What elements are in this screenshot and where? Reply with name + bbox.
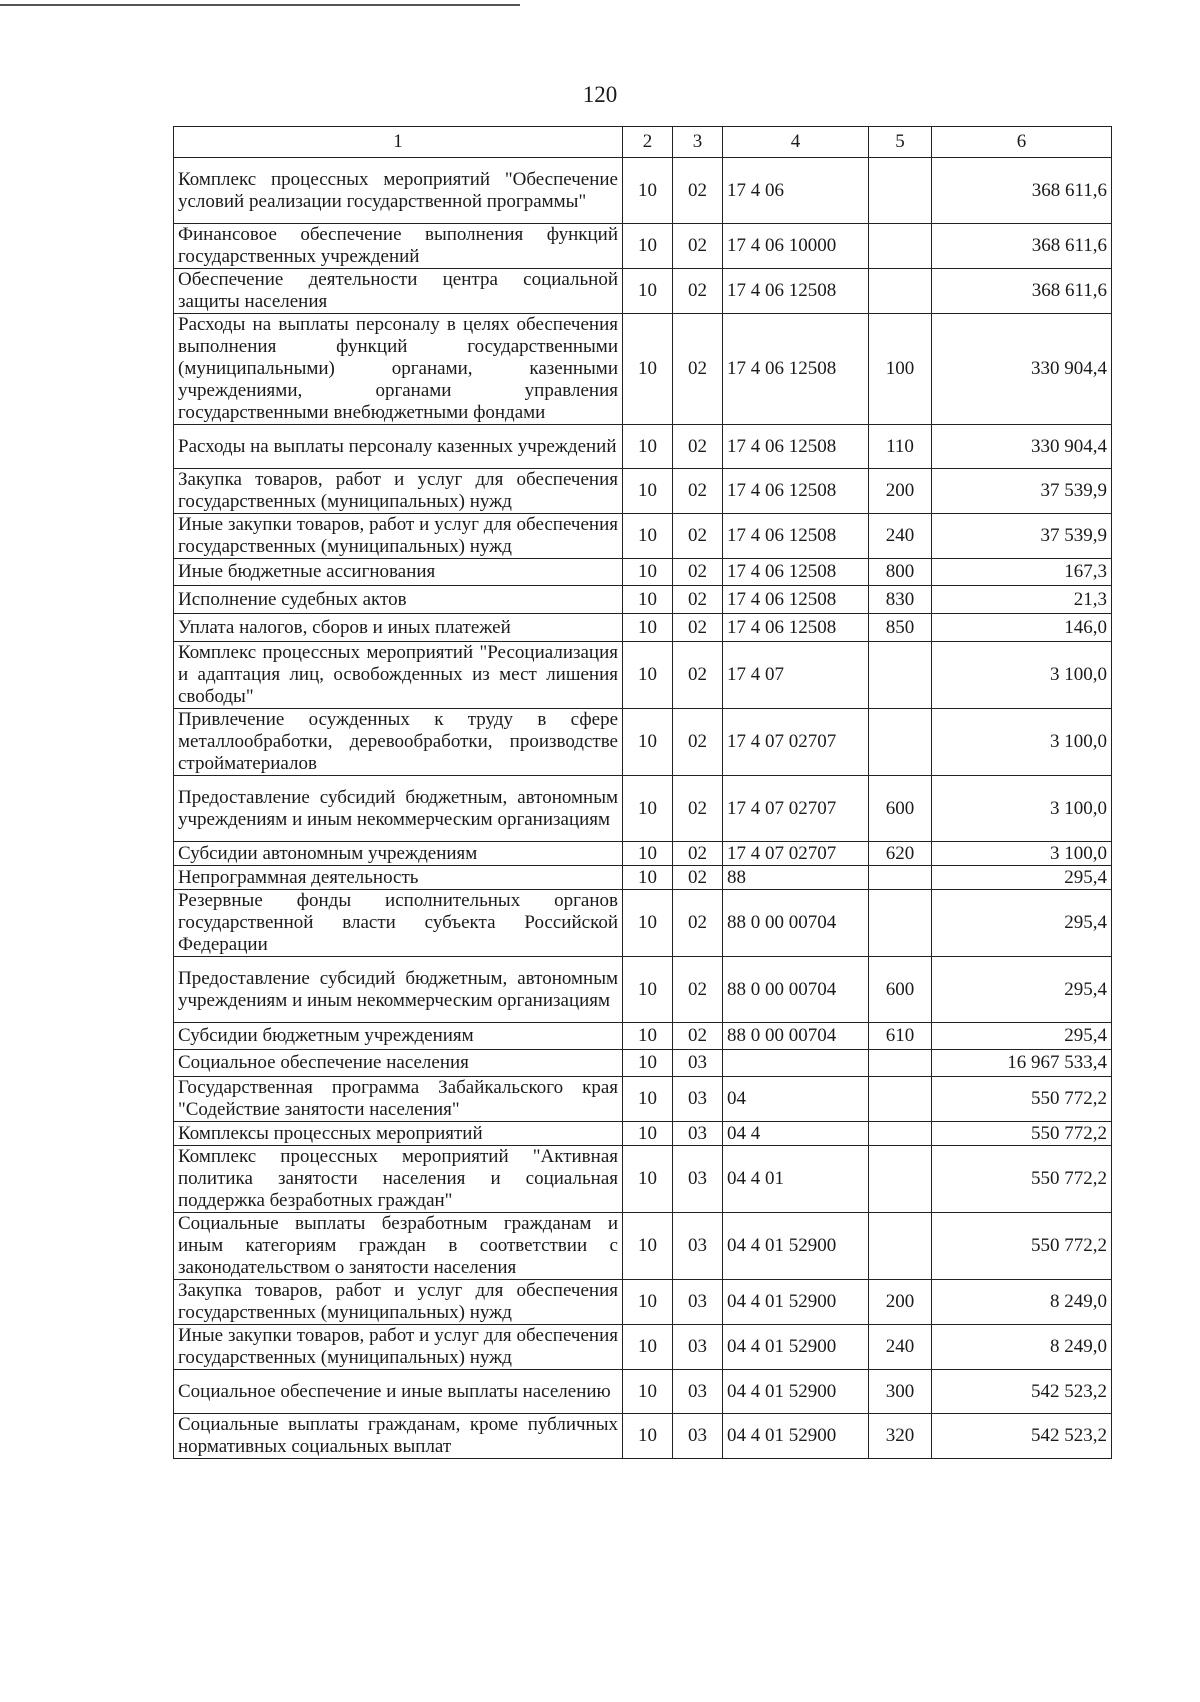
table-row <box>174 158 1112 224</box>
cell-expense-type: 100 <box>869 314 932 425</box>
cell-amount: 368 611,6 <box>932 269 1112 314</box>
cell-amount: 550 772,2 <box>932 1077 1112 1122</box>
cell-name: Привлечение осужденных к труду в сфере металлообработки, деревообработки, производстве стройматериалов <box>174 709 623 776</box>
table-row <box>174 1122 1112 1146</box>
cell-name: Комплекс процессных мероприятий "Активная политика занятости населения и социальная поддержка безработных граждан" <box>174 1146 623 1213</box>
table-row <box>174 1023 1112 1050</box>
cell-amount: 330 904,4 <box>932 425 1112 469</box>
cell-expense-type <box>869 158 932 224</box>
cell-target-article: 17 4 07 02707 <box>723 842 869 866</box>
cell-target-article: 17 4 06 12508 <box>723 514 869 559</box>
cell-expense-type <box>869 866 932 890</box>
cell-subsection: 02 <box>673 224 723 269</box>
header-cell-5: 5 <box>869 127 932 158</box>
table-row <box>174 1213 1112 1280</box>
cell-expense-type: 830 <box>869 586 932 614</box>
cell-target-article: 04 4 01 52900 <box>723 1280 869 1325</box>
table-row <box>174 559 1112 586</box>
cell-name: Социальные выплаты гражданам, кроме публичных нормативных социальных выплат <box>174 1414 623 1459</box>
cell-section: 10 <box>623 866 673 890</box>
cell-expense-type <box>869 1213 932 1280</box>
table-row <box>174 1325 1112 1370</box>
cell-target-article: 17 4 06 12508 <box>723 469 869 514</box>
cell-subsection: 03 <box>673 1146 723 1213</box>
table-row <box>174 425 1112 469</box>
cell-expense-type: 600 <box>869 776 932 842</box>
cell-section: 10 <box>623 559 673 586</box>
cell-section: 10 <box>623 842 673 866</box>
table-row <box>174 614 1112 642</box>
cell-section: 10 <box>623 890 673 957</box>
cell-amount: 550 772,2 <box>932 1146 1112 1213</box>
cell-expense-type <box>869 890 932 957</box>
cell-name: Социальные выплаты безработным гражданам и иным категориям граждан в соответствии с законодательством о занятости населения <box>174 1213 623 1280</box>
cell-target-article: 88 <box>723 866 869 890</box>
cell-amount: 167,3 <box>932 559 1112 586</box>
cell-target-article <box>723 1050 869 1077</box>
header-row <box>174 127 1112 158</box>
cell-amount: 550 772,2 <box>932 1213 1112 1280</box>
cell-section: 10 <box>623 614 673 642</box>
cell-section: 10 <box>623 957 673 1023</box>
table-row <box>174 514 1112 559</box>
cell-target-article: 04 4 01 52900 <box>723 1325 869 1370</box>
cell-subsection: 03 <box>673 1325 723 1370</box>
cell-expense-type: 200 <box>869 469 932 514</box>
cell-target-article: 17 4 06 12508 <box>723 614 869 642</box>
cell-name: Государственная программа Забайкальского края "Содействие занятости населения" <box>174 1077 623 1122</box>
table-row <box>174 314 1112 425</box>
cell-expense-type: 110 <box>869 425 932 469</box>
cell-section: 10 <box>623 1122 673 1146</box>
cell-name: Предоставление субсидий бюджетным, автономным учреждениям и иным некоммерческим организациям <box>174 957 623 1023</box>
cell-subsection: 02 <box>673 469 723 514</box>
cell-amount: 146,0 <box>932 614 1112 642</box>
cell-name: Предоставление субсидий бюджетным, автономным учреждениям и иным некоммерческим организациям <box>174 776 623 842</box>
cell-subsection: 02 <box>673 586 723 614</box>
cell-amount: 37 539,9 <box>932 514 1112 559</box>
cell-expense-type <box>869 224 932 269</box>
cell-amount: 542 523,2 <box>932 1370 1112 1414</box>
cell-subsection: 03 <box>673 1050 723 1077</box>
cell-expense-type <box>869 1122 932 1146</box>
cell-name: Комплексы процессных мероприятий <box>174 1122 623 1146</box>
cell-subsection: 03 <box>673 1077 723 1122</box>
cell-section: 10 <box>623 1280 673 1325</box>
table-row <box>174 1414 1112 1459</box>
cell-section: 10 <box>623 469 673 514</box>
cell-section: 10 <box>623 642 673 709</box>
table-row <box>174 586 1112 614</box>
cell-section: 10 <box>623 776 673 842</box>
cell-target-article: 04 4 01 52900 <box>723 1414 869 1459</box>
table-row <box>174 1280 1112 1325</box>
cell-target-article: 17 4 06 10000 <box>723 224 869 269</box>
cell-section: 10 <box>623 425 673 469</box>
table-row <box>174 709 1112 776</box>
cell-amount: 3 100,0 <box>932 709 1112 776</box>
cell-name: Финансовое обеспечение выполнения функций государственных учреждений <box>174 224 623 269</box>
cell-name: Комплекс процессных мероприятий "Обеспечение условий реализации государственной программы" <box>174 158 623 224</box>
cell-expense-type <box>869 1077 932 1122</box>
cell-name: Закупка товаров, работ и услуг для обеспечения государственных (муниципальных) нужд <box>174 469 623 514</box>
cell-amount: 8 249,0 <box>932 1280 1112 1325</box>
cell-subsection: 02 <box>673 158 723 224</box>
page-number: 120 <box>582 82 618 107</box>
cell-subsection: 02 <box>673 890 723 957</box>
cell-target-article: 17 4 06 12508 <box>723 559 869 586</box>
cell-target-article: 88 0 00 00704 <box>723 1023 869 1050</box>
budget-table <box>173 126 1112 1459</box>
cell-target-article: 04 4 01 <box>723 1146 869 1213</box>
cell-amount: 368 611,6 <box>932 224 1112 269</box>
cell-expense-type: 850 <box>869 614 932 642</box>
cell-expense-type: 600 <box>869 957 932 1023</box>
scan-edge-line <box>0 4 520 6</box>
cell-name: Резервные фонды исполнительных органов государственной власти субъекта Российской Федерации <box>174 890 623 957</box>
header-cell-4: 4 <box>723 127 869 158</box>
cell-amount: 368 611,6 <box>932 158 1112 224</box>
cell-amount: 3 100,0 <box>932 842 1112 866</box>
cell-expense-type: 320 <box>869 1414 932 1459</box>
cell-section: 10 <box>623 1213 673 1280</box>
cell-expense-type <box>869 709 932 776</box>
cell-expense-type <box>869 642 932 709</box>
cell-target-article: 17 4 07 02707 <box>723 776 869 842</box>
cell-section: 10 <box>623 1414 673 1459</box>
cell-subsection: 02 <box>673 614 723 642</box>
table-row <box>174 269 1112 314</box>
cell-subsection: 03 <box>673 1414 723 1459</box>
cell-name: Расходы на выплаты персоналу в целях обеспечения выполнения функций государственными (муниципальными) органами, казенными учреждениями, органами управления государственными внебюджетными фондами <box>174 314 623 425</box>
cell-subsection: 02 <box>673 314 723 425</box>
cell-amount: 550 772,2 <box>932 1122 1112 1146</box>
table-row <box>174 1370 1112 1414</box>
cell-expense-type: 610 <box>869 1023 932 1050</box>
cell-subsection: 02 <box>673 559 723 586</box>
cell-section: 10 <box>623 224 673 269</box>
cell-target-article: 04 4 <box>723 1122 869 1146</box>
table-row <box>174 224 1112 269</box>
cell-subsection: 02 <box>673 957 723 1023</box>
cell-name: Социальное обеспечение населения <box>174 1050 623 1077</box>
header-cell-3: 3 <box>673 127 723 158</box>
cell-amount: 8 249,0 <box>932 1325 1112 1370</box>
cell-amount: 295,4 <box>932 866 1112 890</box>
cell-subsection: 02 <box>673 842 723 866</box>
cell-name: Субсидии автономным учреждениям <box>174 842 623 866</box>
cell-expense-type: 240 <box>869 1325 932 1370</box>
cell-section: 10 <box>623 709 673 776</box>
cell-expense-type: 300 <box>869 1370 932 1414</box>
cell-subsection: 03 <box>673 1370 723 1414</box>
table-row <box>174 866 1112 890</box>
cell-expense-type <box>869 1146 932 1213</box>
cell-subsection: 03 <box>673 1122 723 1146</box>
header-cell-6: 6 <box>932 127 1112 158</box>
cell-name: Обеспечение деятельности центра социальной защиты населения <box>174 269 623 314</box>
cell-subsection: 02 <box>673 1023 723 1050</box>
cell-name: Иные закупки товаров, работ и услуг для обеспечения государственных (муниципальных) нужд <box>174 514 623 559</box>
cell-target-article: 17 4 07 02707 <box>723 709 869 776</box>
cell-name: Субсидии бюджетным учреждениям <box>174 1023 623 1050</box>
cell-expense-type: 620 <box>869 842 932 866</box>
cell-section: 10 <box>623 269 673 314</box>
table-row <box>174 469 1112 514</box>
cell-amount: 3 100,0 <box>932 776 1112 842</box>
cell-amount: 542 523,2 <box>932 1414 1112 1459</box>
cell-section: 10 <box>623 586 673 614</box>
cell-subsection: 02 <box>673 776 723 842</box>
table-row <box>174 1077 1112 1122</box>
cell-target-article: 17 4 06 <box>723 158 869 224</box>
cell-subsection: 02 <box>673 514 723 559</box>
cell-name: Комплекс процессных мероприятий "Ресоциализация и адаптация лиц, освобожденных из мест лишения свободы" <box>174 642 623 709</box>
cell-name: Иные бюджетные ассигнования <box>174 559 623 586</box>
cell-section: 10 <box>623 314 673 425</box>
cell-amount: 16 967 533,4 <box>932 1050 1112 1077</box>
table-row <box>174 642 1112 709</box>
cell-target-article: 17 4 07 <box>723 642 869 709</box>
cell-subsection: 02 <box>673 642 723 709</box>
cell-amount: 295,4 <box>932 890 1112 957</box>
cell-target-article: 04 <box>723 1077 869 1122</box>
table-row <box>174 842 1112 866</box>
table-header <box>174 127 1112 158</box>
cell-target-article: 88 0 00 00704 <box>723 890 869 957</box>
cell-section: 10 <box>623 1050 673 1077</box>
cell-subsection: 02 <box>673 709 723 776</box>
cell-name: Непрограммная деятельность <box>174 866 623 890</box>
cell-section: 10 <box>623 1370 673 1414</box>
header-cell-1: 1 <box>174 127 623 158</box>
table-row <box>174 957 1112 1023</box>
cell-subsection: 02 <box>673 866 723 890</box>
cell-name: Социальное обеспечение и иные выплаты населению <box>174 1370 623 1414</box>
cell-expense-type: 200 <box>869 1280 932 1325</box>
cell-expense-type: 240 <box>869 514 932 559</box>
cell-amount: 21,3 <box>932 586 1112 614</box>
cell-amount: 295,4 <box>932 1023 1112 1050</box>
cell-subsection: 03 <box>673 1213 723 1280</box>
cell-expense-type <box>869 269 932 314</box>
cell-name: Иные закупки товаров, работ и услуг для обеспечения государственных (муниципальных) нужд <box>174 1325 623 1370</box>
cell-name: Закупка товаров, работ и услуг для обеспечения государственных (муниципальных) нужд <box>174 1280 623 1325</box>
table-row <box>174 776 1112 842</box>
header-cell-2: 2 <box>623 127 673 158</box>
cell-section: 10 <box>623 1023 673 1050</box>
cell-target-article: 17 4 06 12508 <box>723 586 869 614</box>
cell-amount: 37 539,9 <box>932 469 1112 514</box>
cell-section: 10 <box>623 1146 673 1213</box>
table-row <box>174 1050 1112 1077</box>
cell-section: 10 <box>623 1325 673 1370</box>
cell-section: 10 <box>623 1077 673 1122</box>
cell-target-article: 04 4 01 52900 <box>723 1213 869 1280</box>
cell-target-article: 88 0 00 00704 <box>723 957 869 1023</box>
cell-subsection: 03 <box>673 1280 723 1325</box>
cell-name: Исполнение судебных актов <box>174 586 623 614</box>
cell-amount: 3 100,0 <box>932 642 1112 709</box>
cell-expense-type <box>869 1050 932 1077</box>
cell-amount: 295,4 <box>932 957 1112 1023</box>
cell-amount: 330 904,4 <box>932 314 1112 425</box>
cell-name: Расходы на выплаты персоналу казенных учреждений <box>174 425 623 469</box>
cell-section: 10 <box>623 158 673 224</box>
cell-name: Уплата налогов, сборов и иных платежей <box>174 614 623 642</box>
cell-target-article: 17 4 06 12508 <box>723 425 869 469</box>
cell-subsection: 02 <box>673 425 723 469</box>
table-body <box>174 158 1112 1459</box>
cell-subsection: 02 <box>673 269 723 314</box>
cell-target-article: 04 4 01 52900 <box>723 1370 869 1414</box>
cell-target-article: 17 4 06 12508 <box>723 269 869 314</box>
cell-section: 10 <box>623 514 673 559</box>
cell-expense-type: 800 <box>869 559 932 586</box>
cell-target-article: 17 4 06 12508 <box>723 314 869 425</box>
table-row <box>174 890 1112 957</box>
table-row <box>174 1146 1112 1213</box>
